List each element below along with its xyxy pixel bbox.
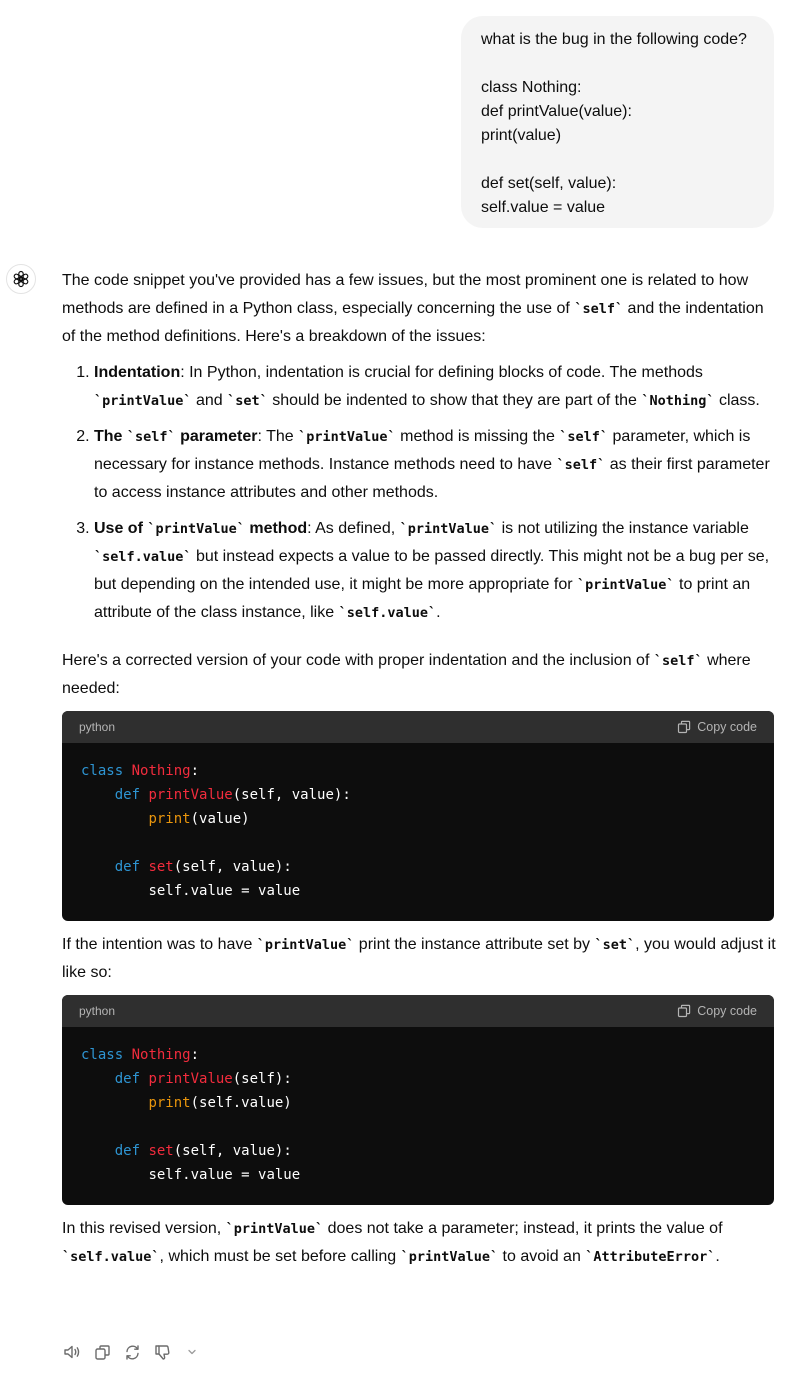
issues-list bbox=[62, 359, 776, 627]
text: In this revised version, bbox=[62, 1220, 226, 1237]
text: does not take a parameter; instead, it prints the value of bbox=[323, 1220, 723, 1237]
text: The code snippet you've provided has a few issues, but the most prominent one is related to how methods are defined in a Python class, especially concerning the use of bbox=[62, 272, 749, 317]
issue-title: Indentation bbox=[94, 364, 181, 381]
text: is not utilizing the instance variable bbox=[497, 520, 749, 537]
text: Here's a corrected version of your code with proper indentation and the inclusion of bbox=[62, 652, 654, 669]
inline-code: `self` bbox=[559, 429, 609, 445]
text: to print an attribute of the class instance, like bbox=[94, 576, 751, 621]
inline-code: `self` bbox=[556, 457, 606, 473]
inline-code: `printValue` bbox=[94, 393, 192, 409]
code-block-header bbox=[62, 711, 774, 743]
code-text: (self, value): bbox=[173, 1143, 292, 1159]
thumbs-down-button[interactable] bbox=[152, 1340, 172, 1364]
text: but instead expects a value to be passed directly. This might not be a bug per se, but depending on the intended use, it might be more appropriate for bbox=[94, 548, 770, 593]
inline-code: `self.value` bbox=[338, 605, 437, 621]
code-keyword: def bbox=[114, 859, 141, 875]
code-keyword: class bbox=[81, 1047, 124, 1063]
inline-code: `printValue` bbox=[147, 521, 245, 537]
copy-icon bbox=[94, 1344, 111, 1361]
code-keyword: def bbox=[114, 787, 141, 803]
thumbs-down-icon bbox=[154, 1344, 171, 1361]
openai-logo-icon bbox=[11, 269, 31, 289]
user-message-line: class Nothing: bbox=[481, 79, 582, 96]
text: The bbox=[94, 428, 127, 445]
user-message-line: what is the bug in the following code? bbox=[481, 31, 747, 48]
list-item bbox=[94, 423, 776, 507]
chevron-down-icon bbox=[186, 1346, 198, 1358]
code-builtin: print bbox=[148, 1095, 191, 1111]
code-class-name: Nothing bbox=[131, 1047, 191, 1063]
inline-code: `AttributeError` bbox=[585, 1249, 716, 1265]
inline-code: `printValue` bbox=[400, 1249, 499, 1265]
inline-code: `Nothing` bbox=[641, 393, 715, 409]
text: to avoid an bbox=[498, 1248, 586, 1265]
inline-code: `self.value` bbox=[62, 1249, 160, 1265]
text: : In Python, indentation is crucial for defining blocks of code. The methods bbox=[180, 364, 703, 381]
copy-code-button[interactable] bbox=[677, 997, 757, 1025]
assistant-avatar bbox=[6, 264, 36, 294]
code-class-name: Nothing bbox=[131, 763, 191, 779]
code-function-name: printValue bbox=[148, 1071, 233, 1087]
code-function-name: set bbox=[148, 1143, 174, 1159]
code-block bbox=[62, 995, 774, 1205]
code-text: (self.value) bbox=[190, 1095, 292, 1111]
code-content bbox=[62, 743, 774, 921]
code-text: (self, value): bbox=[232, 787, 351, 803]
user-message-line: print(value) bbox=[481, 127, 562, 144]
text: Use of bbox=[94, 520, 148, 537]
code-function-name: printValue bbox=[148, 787, 233, 803]
code-text: (self, value): bbox=[173, 859, 292, 875]
text: . bbox=[715, 1248, 720, 1265]
list-item bbox=[94, 515, 776, 627]
inline-code: `self` bbox=[653, 653, 703, 669]
text: parameter bbox=[175, 428, 258, 445]
more-options-button[interactable] bbox=[182, 1340, 202, 1364]
inline-code: `printValue` bbox=[399, 521, 498, 537]
text: , which must be set before calling bbox=[159, 1248, 401, 1265]
adjust-intro-paragraph bbox=[62, 931, 776, 987]
code-keyword: class bbox=[81, 763, 124, 779]
code-keyword: def bbox=[114, 1071, 141, 1087]
corrected-intro-paragraph bbox=[62, 647, 776, 703]
code-text: : bbox=[190, 1047, 200, 1063]
text: , you would adjust it like so: bbox=[62, 936, 776, 981]
code-builtin: print bbox=[148, 811, 191, 827]
inline-code: `printValue` bbox=[577, 577, 675, 593]
code-text: (value) bbox=[190, 811, 250, 827]
inline-code: `self.value` bbox=[94, 549, 192, 565]
issue-title bbox=[94, 428, 258, 445]
text: . bbox=[436, 604, 441, 621]
user-message-line: def printValue(value): bbox=[481, 103, 632, 120]
inline-code: `printValue` bbox=[298, 429, 396, 445]
inline-code: `set` bbox=[227, 393, 268, 409]
message-actions bbox=[62, 1340, 202, 1364]
user-message-line bbox=[481, 52, 754, 76]
code-block-header bbox=[62, 995, 774, 1027]
code-content bbox=[62, 1027, 774, 1205]
user-message-line bbox=[481, 148, 754, 172]
code-text: : bbox=[190, 763, 200, 779]
inline-code: `self` bbox=[574, 301, 624, 317]
inline-code: `set` bbox=[594, 937, 636, 953]
text: should be indented to show that they are part of the bbox=[267, 392, 642, 409]
text: as their first parameter to access instance attributes and other methods. bbox=[94, 456, 770, 501]
copy-icon bbox=[677, 720, 691, 734]
inline-code: `self` bbox=[126, 429, 176, 445]
text: class. bbox=[714, 392, 760, 409]
inline-code: `printValue` bbox=[256, 937, 355, 953]
code-block bbox=[62, 711, 774, 921]
code-language-label: python bbox=[79, 1004, 116, 1018]
code-text: self.value = value bbox=[148, 883, 301, 899]
text: method bbox=[244, 520, 308, 537]
code-language-label: python bbox=[79, 720, 116, 734]
assistant-message bbox=[62, 267, 776, 1271]
copy-code-button[interactable] bbox=[677, 713, 757, 741]
copy-button[interactable] bbox=[92, 1340, 112, 1364]
regenerate-button[interactable] bbox=[122, 1340, 142, 1364]
inline-code: `printValue` bbox=[225, 1221, 324, 1237]
copy-code-label: Copy code bbox=[697, 720, 757, 734]
text: and the indentation of the method definitions. Here's a breakdown of the issues: bbox=[62, 300, 764, 345]
list-item bbox=[94, 359, 776, 415]
text: parameter, which is necessary for instance methods. Instance methods need to have bbox=[94, 428, 751, 473]
copy-code-label: Copy code bbox=[697, 1004, 757, 1018]
text: If the intention was to have bbox=[62, 936, 257, 953]
issue-title bbox=[94, 520, 307, 537]
outro-paragraph bbox=[62, 1215, 776, 1271]
text: where needed: bbox=[62, 652, 751, 697]
text: method is missing the bbox=[395, 428, 560, 445]
text: and bbox=[191, 392, 228, 409]
text: : The bbox=[257, 428, 299, 445]
answer-intro-paragraph bbox=[62, 267, 776, 351]
read-aloud-icon bbox=[63, 1343, 81, 1361]
user-message-line: def set(self, value): bbox=[481, 175, 617, 192]
user-message-bubble bbox=[461, 16, 774, 228]
code-text: (self): bbox=[232, 1071, 292, 1087]
regenerate-icon bbox=[124, 1344, 141, 1361]
text: print the instance attribute set by bbox=[354, 936, 595, 953]
text: : As defined, bbox=[307, 520, 400, 537]
code-keyword: def bbox=[114, 1143, 141, 1159]
code-function-name: set bbox=[148, 859, 174, 875]
code-text: self.value = value bbox=[148, 1167, 301, 1183]
user-message-line: self.value = value bbox=[481, 199, 606, 216]
copy-icon bbox=[677, 1004, 691, 1018]
read-aloud-button[interactable] bbox=[62, 1340, 82, 1364]
